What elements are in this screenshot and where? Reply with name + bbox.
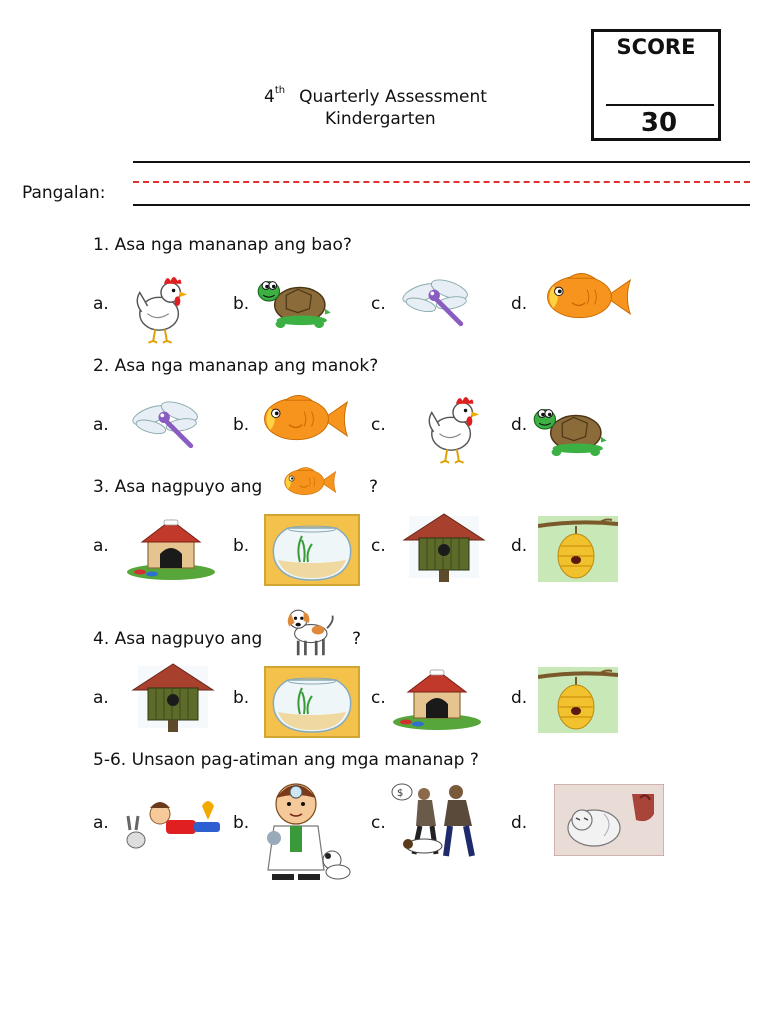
question-3-after: ?	[369, 477, 379, 497]
beehive-picture[interactable]	[538, 667, 618, 733]
option-d-label: d.	[511, 688, 528, 708]
option-d-label: d.	[511, 415, 528, 435]
question-1: 1. Asa nga mananap ang bao?	[93, 235, 352, 255]
option-c-label: c.	[371, 688, 386, 708]
veterinarian-picture[interactable]	[258, 776, 354, 884]
beehive-picture[interactable]	[538, 516, 618, 582]
score-label: SCORE	[616, 35, 696, 59]
assessment-title	[264, 87, 487, 107]
score-blank-line	[606, 104, 714, 106]
option-a-label: a.	[93, 294, 109, 314]
birdhouse-picture[interactable]	[130, 662, 216, 732]
option-d-label: d.	[511, 813, 528, 833]
turtle-picture[interactable]	[254, 272, 334, 330]
option-d-label: d.	[511, 536, 528, 556]
svg-text:$: $	[397, 788, 404, 799]
option-c-label: c.	[371, 536, 386, 556]
name-top-line	[133, 161, 750, 163]
dragonfly-picture[interactable]	[400, 272, 476, 330]
hurt-cat-picture[interactable]	[554, 784, 664, 856]
fishbowl-picture[interactable]	[264, 514, 360, 586]
score-box	[591, 29, 721, 141]
question-5-6: 5-6. Unsaon pag-atiman ang mga mananap ?	[93, 750, 479, 770]
option-c-label: c.	[371, 415, 386, 435]
doghouse-picture[interactable]	[126, 512, 216, 582]
question-3-before: 3. Asa nagpuyo ang	[93, 477, 263, 497]
dog-picture	[282, 600, 336, 660]
option-b-label: b.	[233, 415, 250, 435]
option-b-label: b.	[233, 294, 250, 314]
option-b-label: b.	[233, 688, 250, 708]
question-4-after: ?	[352, 629, 362, 649]
option-c-label: c.	[371, 294, 386, 314]
question-4-before: 4. Asa nagpuyo ang	[93, 629, 263, 649]
grade-number: 4	[264, 87, 275, 107]
option-a-label: a.	[93, 415, 109, 435]
chicken-picture[interactable]	[132, 266, 190, 346]
dragonfly-picture[interactable]	[130, 394, 206, 452]
option-a-label: a.	[93, 688, 109, 708]
grade-suffix: th	[274, 85, 286, 96]
fish-picture[interactable]	[257, 390, 351, 448]
man-kicking-dog-picture[interactable]	[382, 780, 490, 860]
fish-picture[interactable]	[540, 268, 634, 326]
question-2: 2. Asa nga mananap ang manok?	[93, 356, 379, 376]
turtle-picture[interactable]	[530, 400, 610, 458]
fish-picture	[280, 464, 338, 500]
option-b-label: b.	[233, 813, 250, 833]
fishbowl-picture[interactable]	[264, 666, 360, 738]
option-c-label: c.	[371, 813, 386, 833]
option-a-label: a.	[93, 813, 109, 833]
chicken-picture[interactable]	[424, 386, 482, 466]
birdhouse-picture[interactable]	[401, 512, 487, 582]
doghouse-picture[interactable]	[392, 662, 482, 732]
option-d-label: d.	[511, 294, 528, 314]
option-b-label: b.	[233, 536, 250, 556]
assessment-subtitle: Kindergarten	[325, 109, 436, 129]
child-with-pets-picture[interactable]	[120, 784, 222, 854]
option-a-label: a.	[93, 536, 109, 556]
title-text: Quarterly Assessment	[299, 87, 487, 107]
score-total: 30	[640, 108, 678, 138]
name-dashed-line	[133, 181, 750, 183]
name-label: Pangalan:	[22, 183, 106, 203]
name-bottom-line[interactable]	[133, 204, 750, 206]
